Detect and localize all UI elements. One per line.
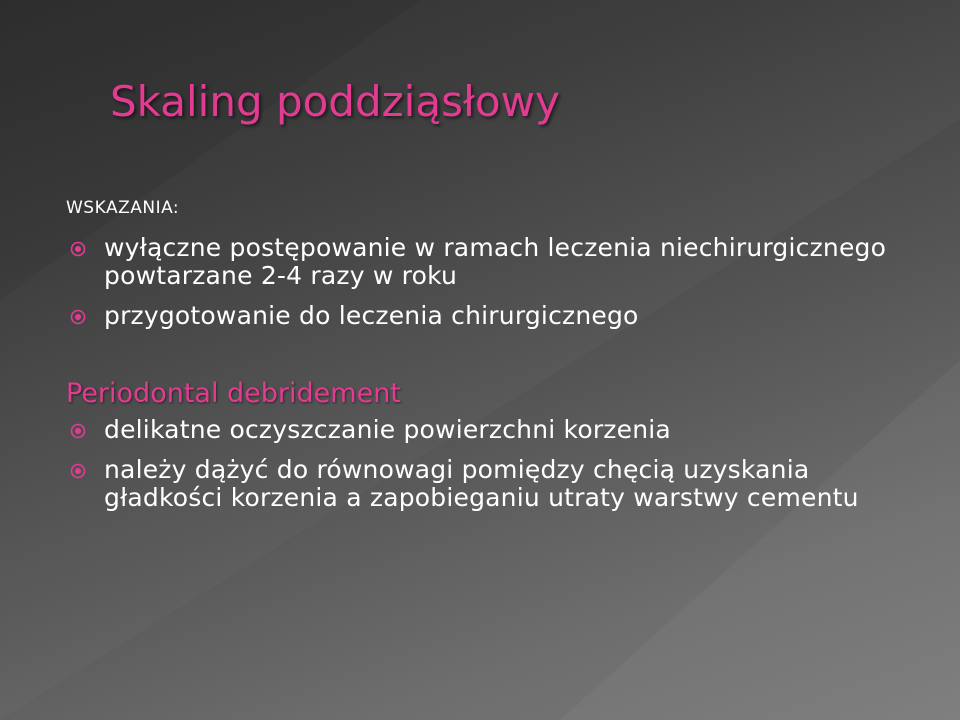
section-heading: Periodontal debridement [66,378,401,409]
indications-list [66,234,906,330]
list-item-text: należy dążyć do równowagi pomiędzy chęcią uzyskania gładkości korzenia a zapobieganiu utraty warstwy cementu [104,455,859,512]
debridement-list [66,416,906,512]
list-item-text: delikatne oczyszczanie powierzchni korzenia [104,415,671,444]
indications-label: WSKAZANIA: [66,198,180,218]
slide-title: Skaling poddziąsłowy [110,77,560,126]
circled-dot-icon [70,463,86,479]
list-item [66,416,906,444]
list-item-text: wyłączne postępowanie w ramach leczenia niechirurgicznego powtarzane 2-4 razy w roku [104,233,887,290]
slide-content [66,196,906,524]
list-item [66,234,906,290]
circled-dot-icon [70,309,86,325]
list-item [66,456,906,512]
circled-dot-icon [70,241,86,257]
list-item [66,302,906,330]
list-item-text: przygotowanie do leczenia chirurgicznego [104,301,639,330]
circled-dot-icon [70,423,86,439]
